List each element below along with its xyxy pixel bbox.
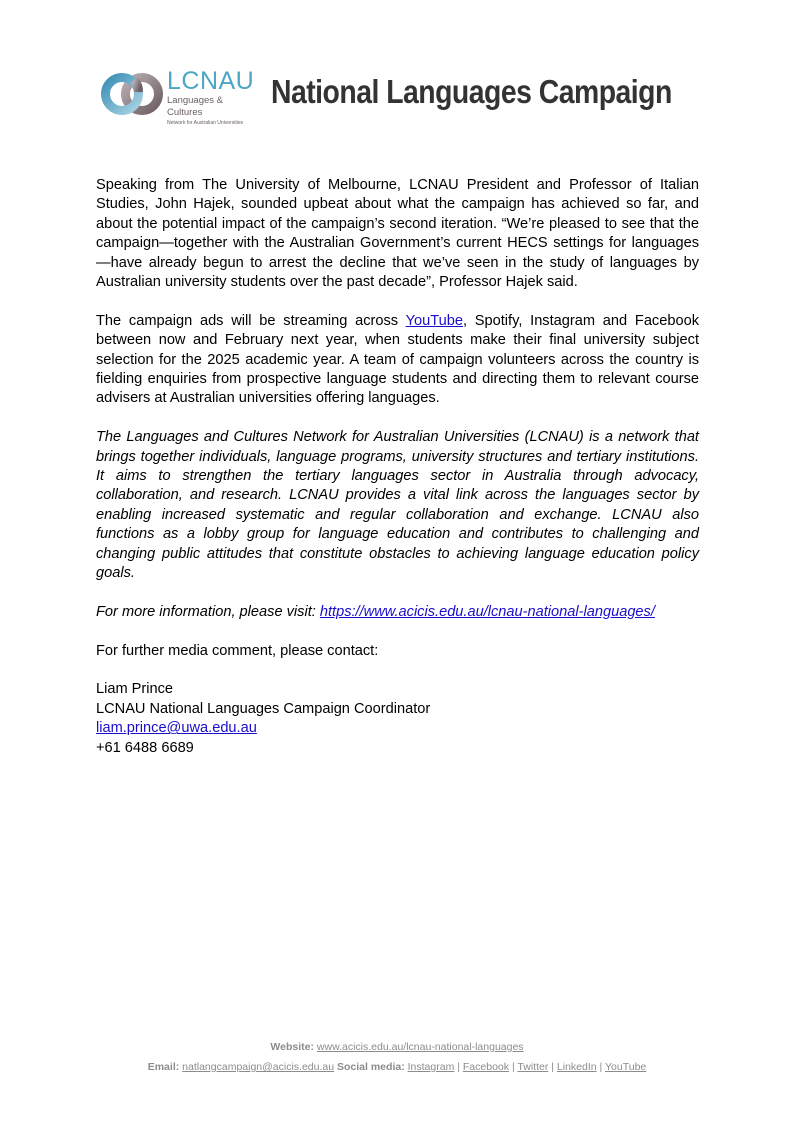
- footer-website-label: Website:: [270, 1041, 314, 1053]
- contact-block: [96, 680, 699, 758]
- more-info-link[interactable]: https://www.acicis.edu.au/lcnau-national-languages/: [319, 603, 655, 620]
- interlocking-rings-icon: [101, 72, 165, 116]
- paragraph-hajek-quote: Speaking from The University of Melbourne, LCNAU President and Professor of Italian Studies, John Hajek, sounded upbeat about what the campaign has achieved so far, and about the potential impact of the campaign’s second iteration. “We’re pleased to see that the campaign—together with the Australian Government’s current HECS settings for languages—have already begun to arrest the decline that we’ve seen in the study of languages by Australian university students over the past decade”, Professor Hajek said.: [96, 177, 699, 291]
- media-contact-intro: For further media comment, please contact:: [96, 642, 379, 659]
- document-body: [96, 176, 699, 758]
- footer-linkedin-link[interactable]: LinkedIn: [556, 1061, 597, 1073]
- campaign-title: National Languages Campaign: [271, 73, 672, 110]
- paragraph-text: , Spotify, Instagram and Facebook between now and February next year, when students make their final university subject selection for the 2025 academic year. A team of campaign volunteers across the country is fielding enquiries from prospective language students and directing them to relevant course advisers at Australian universities offering languages.: [96, 312, 699, 407]
- footer-facebook-link[interactable]: Facebook: [462, 1061, 510, 1073]
- separator: |: [599, 1061, 603, 1073]
- footer-instagram-link[interactable]: Instagram: [407, 1061, 455, 1073]
- paragraph-text: The campaign ads will be streaming across: [96, 312, 406, 329]
- paragraph-campaign-ads: [96, 312, 699, 409]
- contact-role: LCNAU National Languages Campaign Coordinator: [96, 700, 431, 717]
- more-info-label: For more information, please visit:: [96, 603, 320, 620]
- separator: |: [457, 1061, 460, 1073]
- footer-twitter-link[interactable]: Twitter: [517, 1061, 549, 1073]
- contact-phone: +61 6488 6689: [96, 739, 194, 756]
- contact-email-link[interactable]: liam.prince@uwa.edu.au: [96, 720, 257, 737]
- footer-website-link[interactable]: www.acicis.edu.au/lcnau-national-languages: [316, 1041, 524, 1053]
- logo-tagline: Network for Australian Universities: [167, 120, 244, 126]
- logo-subtitle: Languages & Cultures: [167, 95, 223, 118]
- footer-youtube-link[interactable]: YouTube: [605, 1061, 647, 1073]
- youtube-link[interactable]: YouTube: [405, 312, 463, 329]
- more-info-line: [96, 603, 699, 622]
- page-footer: [0, 1037, 794, 1077]
- footer-social-label: Social media:: [337, 1061, 405, 1073]
- footer-website-line: [0, 1037, 794, 1057]
- footer-contact-line: [0, 1057, 794, 1077]
- logo-title: LCNAU: [167, 67, 255, 95]
- separator: |: [511, 1061, 515, 1073]
- about-lcnau-paragraph: The Languages and Cultures Network for Australian Universities (LCNAU) is a network that brings together individuals, language programs, university structures and tertiary institutions. It aims to strengthen the tertiary languages sector in Australia through advocacy, collaboration, and research. LCNAU provides a vital link across the languages sector by enabling increased systematic and regular collaboration and exchange. LCNAU also functions as a lobby group for language education and contributes to challenging and changing public attitudes that constitute obstacles to achieving language education policy goals.: [96, 429, 699, 582]
- logo-text: [167, 68, 259, 127]
- footer-email-label: Email:: [147, 1061, 180, 1073]
- footer-email-link[interactable]: natlangcampaign@acicis.edu.au: [182, 1061, 335, 1073]
- lcnau-logo: [99, 67, 259, 126]
- letterhead: [99, 66, 699, 126]
- contact-name: Liam Prince: [96, 681, 174, 698]
- separator: |: [551, 1061, 554, 1073]
